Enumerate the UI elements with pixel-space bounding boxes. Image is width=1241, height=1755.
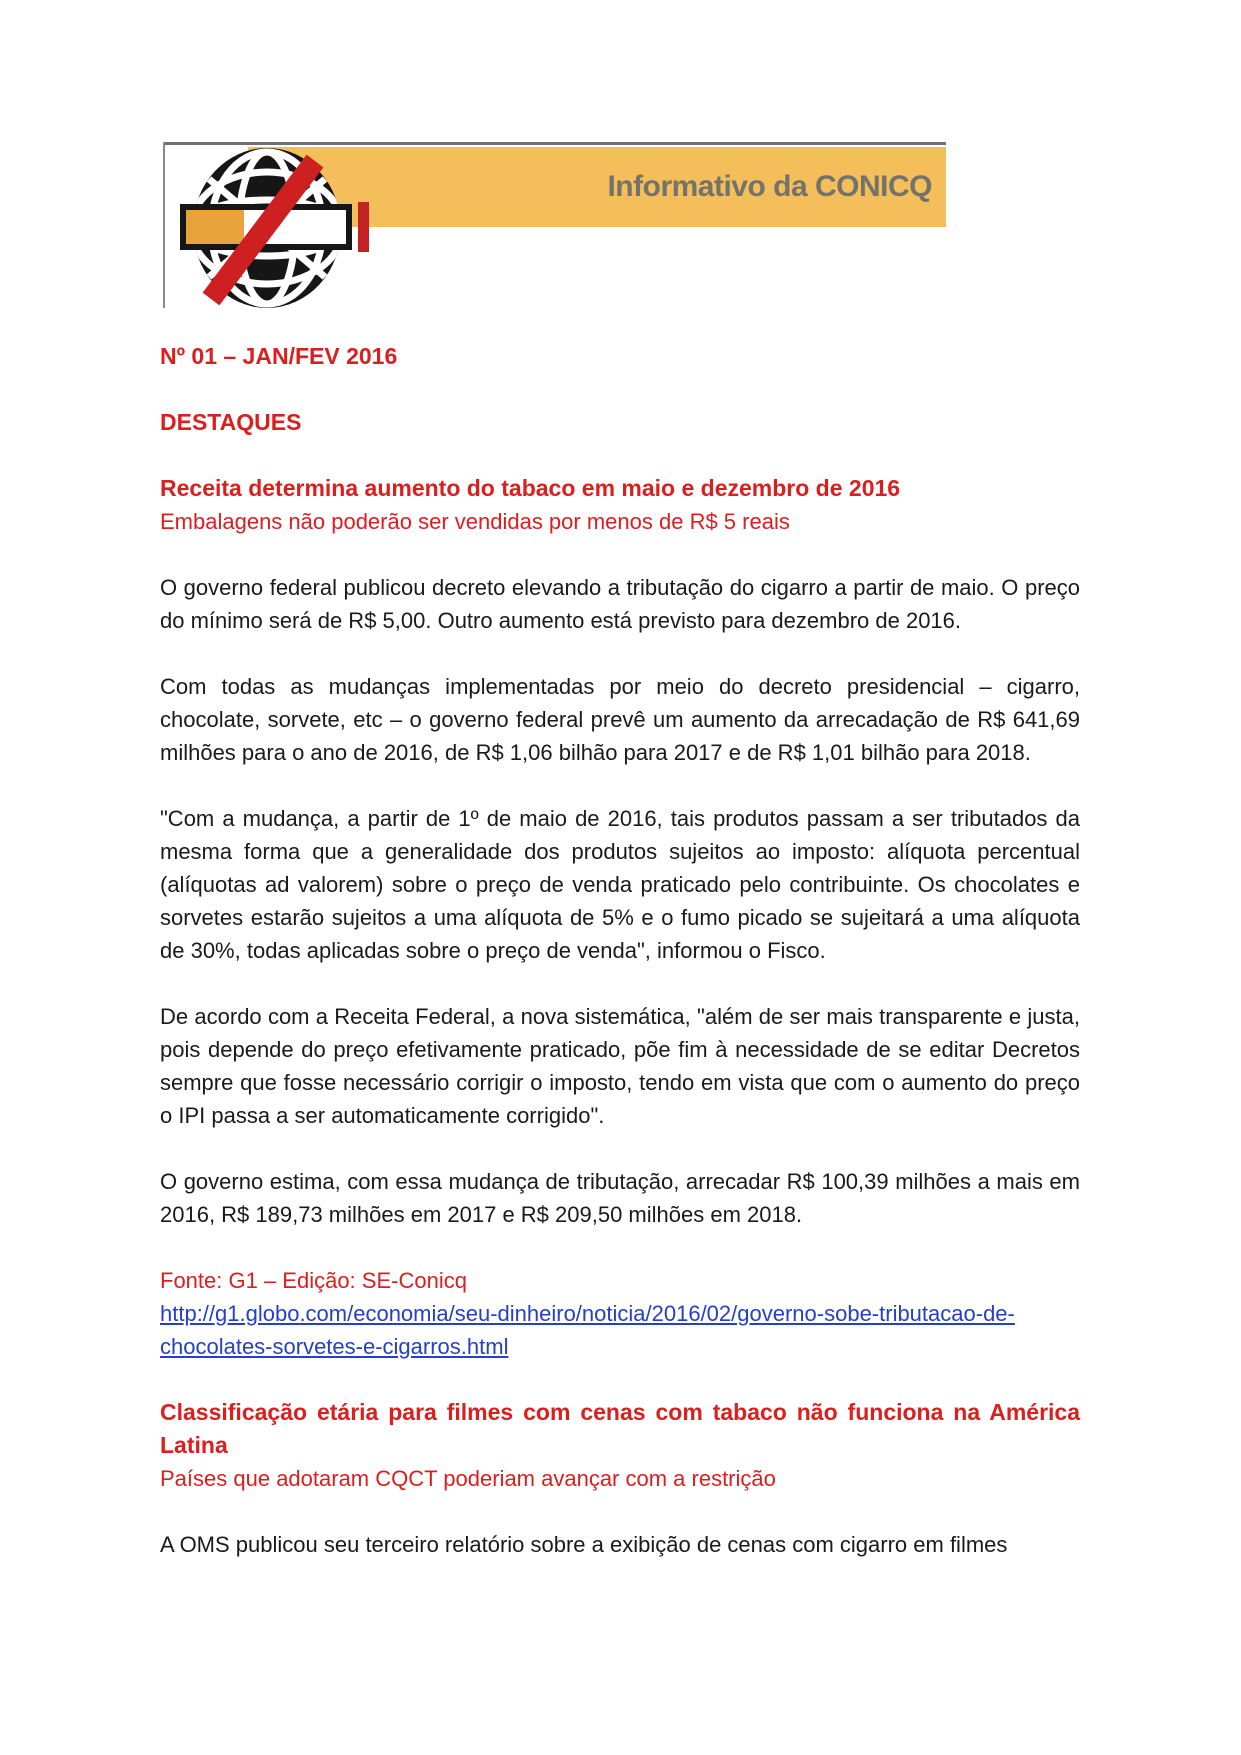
article1-paragraph-4: De acordo com a Receita Federal, a nova sistemática, "além de ser mais transparente e justa, pois depende do preço efetivamente praticado, põe fim à necessidade de se editar Decretos sempre que fosse necessário corrigir o imposto, tendo em vista que com o aumento do preço o IPI passa a ser automaticamente corrigido". [160,1004,1080,1128]
article1-paragraph-5: O governo estima, com essa mudança de tributação, arrecadar R$ 100,39 milhões a mais em 2016, R$ 189,73 milhões em 2017 e R$ 209,50 milhões em 2018. [160,1169,1080,1227]
issue-number: Nº 01 – JAN/FEV 2016 [160,343,398,369]
article2-subheadline: Países que adotaram CQCT poderiam avançar com a restrição [160,1466,776,1491]
article1-paragraph-2: Com todas as mudanças implementadas por meio do decreto presidencial – cigarro, chocolate, sorvete, etc – o governo federal prevê um aumento da arrecadação de R$ 641,69 milhões para o ano de 2016, de R$ 1,06 bilhão para 2017 e de R$ 1,01 bilhão para 2018. [160,674,1080,765]
article2-headline: Classificação etária para filmes com cenas com tabaco não funciona na América Latina [160,1399,1080,1458]
banner-title: Informativo da CONICQ [607,170,932,203]
article1-link[interactable]: http://g1.globo.com/economia/seu-dinheiro/noticia/2016/02/governo-sobe-tributacao-de-chocolates-sorvetes-e-cigarros.html [160,1301,1015,1359]
header-left-border [163,142,165,308]
no-smoking-globe-logo-icon [174,144,374,316]
article2-title-block [160,1396,1080,1495]
article1-headline: Receita determina aumento do tabaco em maio e dezembro de 2016 [160,475,901,501]
article2-paragraph-1: A OMS publicou seu terceiro relatório sobre a exibição de cenas com cigarro em filmes [160,1532,1008,1557]
article1-source: Fonte: G1 – Edição: SE-Conicq [160,1268,467,1293]
newsletter-header [163,127,946,312]
article1-title-block [160,472,1080,538]
article1-source-block [160,1264,1080,1363]
article1-subheadline: Embalagens não poderão ser vendidas por menos de R$ 5 reais [160,509,790,534]
cigarette-tip [358,202,369,252]
destaques-heading: DESTAQUES [160,409,302,435]
document-body [160,340,1080,1561]
article1-paragraph-3: "Com a mudança, a partir de 1º de maio de 2016, tais produtos passam a ser tributados da mesma forma que a generalidade dos produtos sujeitos ao imposto: alíquota percentual (alíquotas ad valorem) sobre o preço de venda praticado pelo contribuinte. Os chocolates e sorvetes estarão sujeitos a uma alíquota de 5% e o fumo picado se sujeitará a uma alíquota de 30%, todas aplicadas sobre o preço de venda", informou o Fisco. [160,806,1080,963]
cigarette-filter [186,210,244,244]
article1-paragraph-1: O governo federal publicou decreto elevando a tributação do cigarro a partir de maio. O preço do mínimo será de R$ 5,00. Outro aumento está previsto para dezembro de 2016. [160,575,1080,633]
